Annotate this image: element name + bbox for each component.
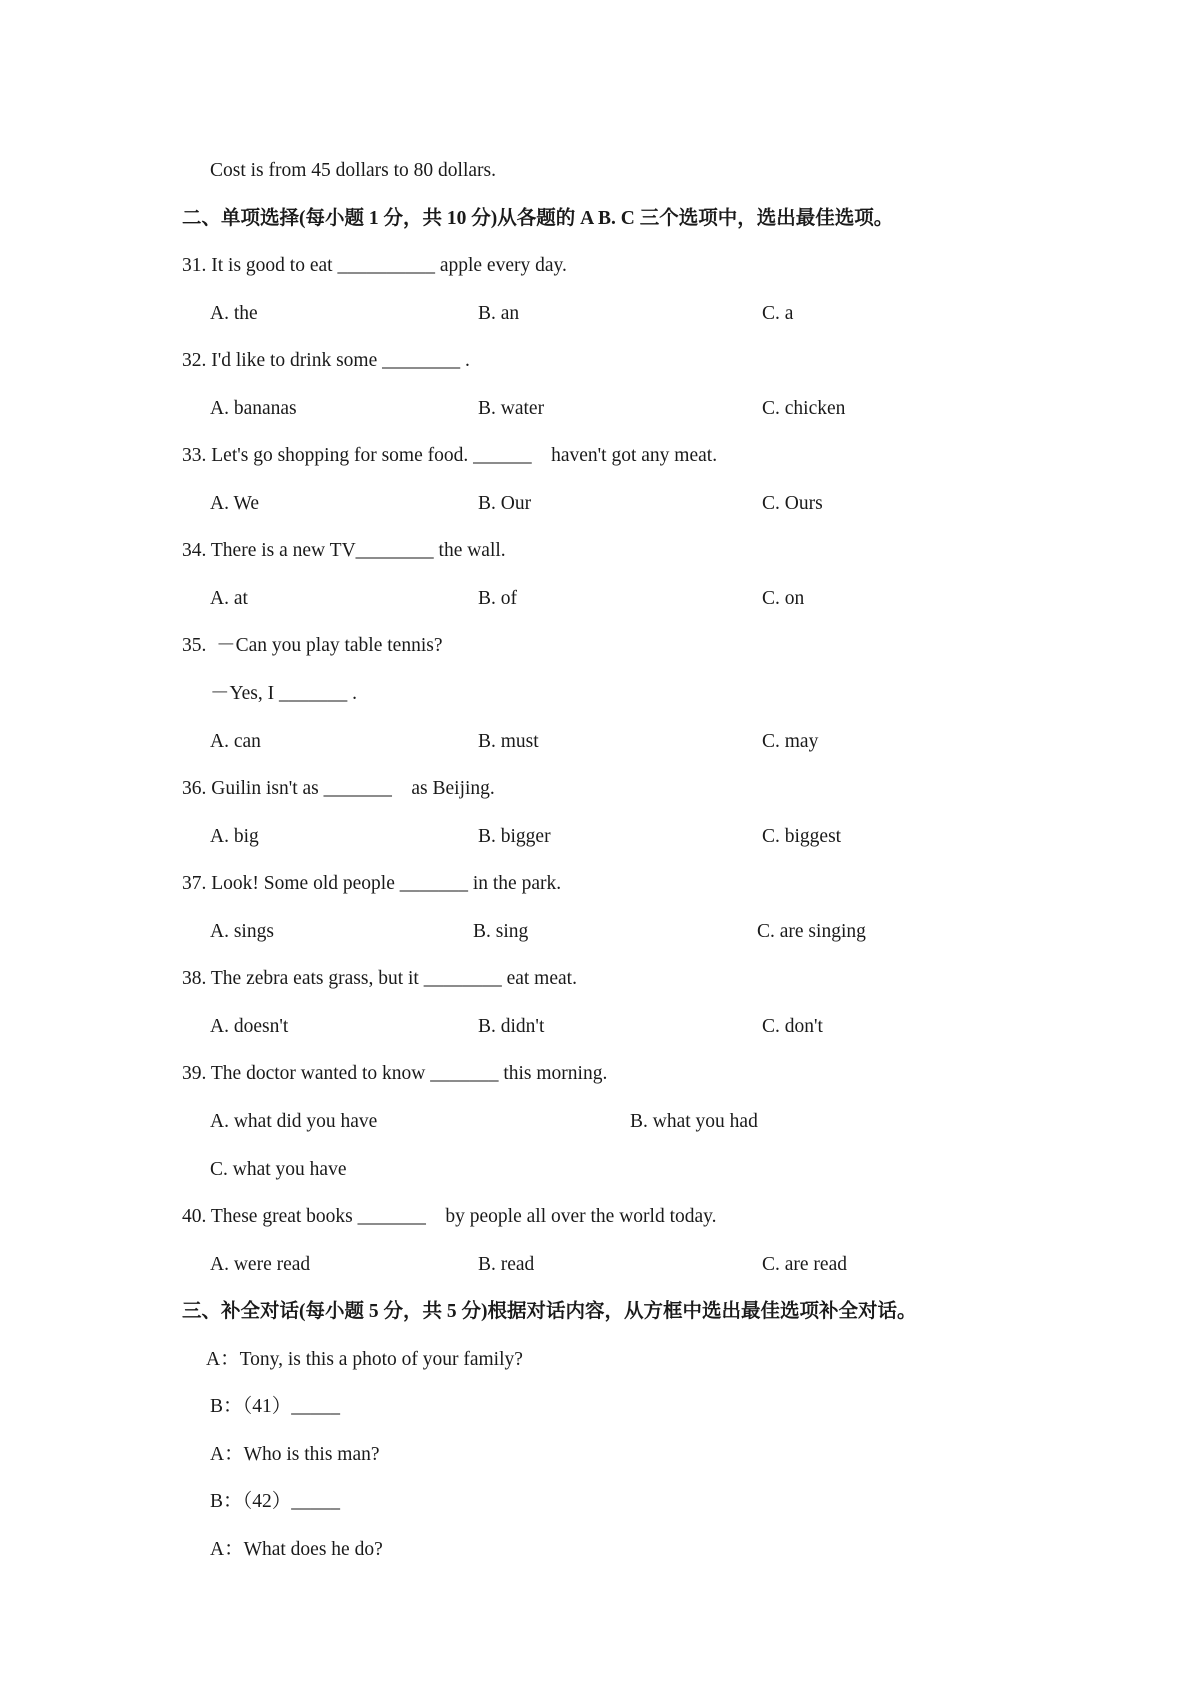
q37-option-a: A. sings <box>210 921 274 942</box>
section-2-title: 二、单项选择(每小题 1 分，共 10 分)从各题的 A B. C 三个选项中，选出最佳选项。 <box>182 208 894 229</box>
q35-option-b: B. must <box>478 731 539 752</box>
question-36-stem: 36. Guilin isn't as _______ as Beijing. <box>182 778 495 799</box>
q31-option-b: B. an <box>478 303 520 324</box>
q33-option-b: B. Our <box>478 493 532 514</box>
q37-option-c: C. are singing <box>757 921 866 942</box>
q34-option-a: A. at <box>210 588 248 609</box>
q38-option-b: B. didn't <box>478 1016 545 1037</box>
q35-option-c: C. may <box>762 731 819 752</box>
q36-option-b: B. bigger <box>478 826 551 847</box>
question-39-stem: 39. The doctor wanted to know _______ this morning. <box>182 1063 608 1084</box>
question-35-stem: 35. －Can you play table tennis? <box>182 635 443 656</box>
q37-option-b: B. sing <box>473 921 529 942</box>
question-33-stem: 33. Let's go shopping for some food. ______ haven't got any meat. <box>182 445 718 466</box>
question-34-stem: 34. There is a new TV________ the wall. <box>182 540 506 561</box>
question-40-stem: 40. These great books _______ by people all over the world today. <box>182 1206 717 1227</box>
q31-option-a: A. the <box>210 303 258 324</box>
q31-option-c: C. a <box>762 303 794 324</box>
q34-option-c: C. on <box>762 588 805 609</box>
dialogue-line-4: B：（42）_____ <box>210 1491 341 1512</box>
question-35-reply: －Yes, I _______ . <box>210 683 357 704</box>
q32-option-a: A. bananas <box>210 398 297 419</box>
q34-option-b: B. of <box>478 588 517 609</box>
q35-option-a: A. can <box>210 731 261 752</box>
intro-text: Cost is from 45 dollars to 80 dollars. <box>210 160 496 181</box>
q33-option-c: C. Ours <box>762 493 823 514</box>
question-38-stem: 38. The zebra eats grass, but it ________ eat meat. <box>182 968 577 989</box>
q39-option-b: B. what you had <box>630 1111 758 1132</box>
question-31-stem: 31. It is good to eat __________ apple every day. <box>182 255 567 276</box>
question-37-stem: 37. Look! Some old people _______ in the park. <box>182 873 562 894</box>
q32-option-c: C. chicken <box>762 398 846 419</box>
q36-option-c: C. biggest <box>762 826 842 847</box>
q40-option-c: C. are read <box>762 1254 847 1275</box>
q38-option-c: C. don't <box>762 1016 823 1037</box>
q39-option-a: A. what did you have <box>210 1111 378 1132</box>
q32-option-b: B. water <box>478 398 545 419</box>
question-32-stem: 32. I'd like to drink some ________ . <box>182 350 470 371</box>
q40-option-b: B. read <box>478 1254 535 1275</box>
q39-option-c: C. what you have <box>210 1159 347 1180</box>
dialogue-line-1: A：Tony, is this a photo of your family? <box>206 1349 523 1370</box>
dialogue-line-2: B：（41）_____ <box>210 1396 341 1417</box>
dialogue-line-5: A：What does he do? <box>210 1539 383 1560</box>
dialogue-line-3: A：Who is this man? <box>210 1444 380 1465</box>
q33-option-a: A. We <box>210 493 259 514</box>
q40-option-a: A. were read <box>210 1254 311 1275</box>
q38-option-a: A. doesn't <box>210 1016 289 1037</box>
section-3-title: 三、补全对话(每小题 5 分，共 5 分)根据对话内容，从方框中选出最佳选项补全对话。 <box>182 1301 917 1322</box>
q36-option-a: A. big <box>210 826 259 847</box>
